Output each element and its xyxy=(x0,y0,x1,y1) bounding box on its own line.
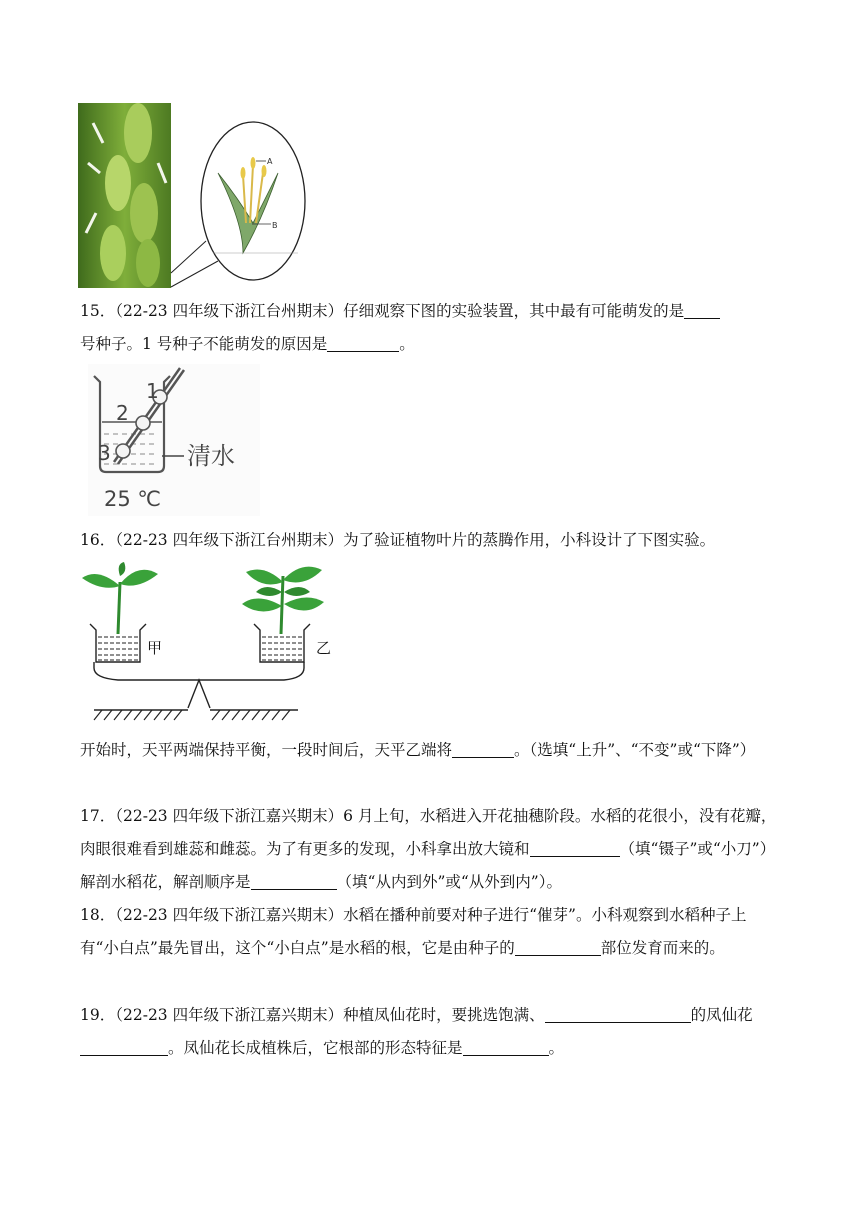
question-source: （22-23 四年级下浙江嘉兴期末） xyxy=(115,807,344,825)
question-number: 17． xyxy=(80,807,116,825)
balance-figure xyxy=(88,562,332,727)
label-a: A xyxy=(267,157,273,166)
answer-blank[interactable] xyxy=(80,1040,168,1057)
question-17: 17．（22-23 四年级下浙江嘉兴期末）6 月上旬，水稻进入开花抽穗阶段。水稻的花很小，没有花瓣，肉眼很难看到雄蕊和雌蕊。为了有更多的发现，小科拿出放大镜和 （填“镊子”或“小刀”）解剖水稻花，解剖顺序是 （填“从内到外”或“从外到内”）。 xyxy=(80,807,777,891)
question-number: 15． xyxy=(80,302,116,320)
answer-blank[interactable] xyxy=(463,1040,549,1057)
question-source: （22-23 四年级下浙江台州期末） xyxy=(115,302,344,320)
temperature-label: 25 ℃ xyxy=(104,487,161,511)
question-16: 16．（22-23 四年级下浙江台州期末）为了验证植物叶片的蒸腾作用，小科设计了下图实验。 xyxy=(80,531,716,549)
seed-label-1: 1 xyxy=(146,379,159,403)
answer-blank[interactable] xyxy=(515,940,601,957)
plant-left xyxy=(82,562,158,634)
seed-beaker-figure xyxy=(88,364,260,516)
water-label: 清水 xyxy=(187,442,235,470)
question-source: （22-23 四年级下浙江嘉兴期末） xyxy=(115,906,344,924)
question-16-continued: 开始时，天平两端保持平衡，一段时间后，天平乙端将 。（选填“上升”、“不变”或“下降”） xyxy=(80,741,756,759)
question-15: 15．（22-23 四年级下浙江台州期末）仔细观察下图的实验装置，其中最有可能萌发的是 号种子。1 号种子不能萌发的原因是 。 xyxy=(80,295,785,361)
question-number: 16． xyxy=(80,531,116,549)
label-left: 甲 xyxy=(147,639,163,657)
answer-blank[interactable] xyxy=(545,1007,691,1024)
answer-blank[interactable] xyxy=(452,742,514,759)
answer-blank[interactable] xyxy=(327,336,399,353)
seed-label-3: 3 xyxy=(98,441,111,465)
question-19: 19．（22-23 四年级下浙江嘉兴期末）种植凤仙花时，要挑选饱满、 的凤仙花。凤仙花长成植株后，它根部的形态特征是 。 xyxy=(80,1006,753,1057)
rice-panicle-photo xyxy=(78,103,171,288)
question-number: 19． xyxy=(80,1006,116,1024)
question-source: （22-23 四年级下浙江嘉兴期末） xyxy=(115,1006,344,1024)
label-b: B xyxy=(272,221,278,230)
rice-flower-zoom xyxy=(201,122,305,280)
seed-label-2: 2 xyxy=(116,401,129,425)
answer-blank[interactable] xyxy=(251,874,337,891)
rice-flower-figure xyxy=(78,103,308,289)
question-number: 18． xyxy=(80,906,116,924)
label-right: 乙 xyxy=(316,639,332,657)
answer-blank[interactable] xyxy=(684,303,720,320)
balance-beam xyxy=(94,662,304,720)
question-source: （22-23 四年级下浙江台州期末） xyxy=(115,531,344,549)
answer-blank[interactable] xyxy=(530,841,620,858)
question-18: 18．（22-23 四年级下浙江嘉兴期末）水稻在播种前要对种子进行“催芽”。小科观察到水稻种子上有“小白点”最先冒出，这个“小白点”是水稻的根，它是由种子的 部位发育而来的。 xyxy=(80,906,747,957)
